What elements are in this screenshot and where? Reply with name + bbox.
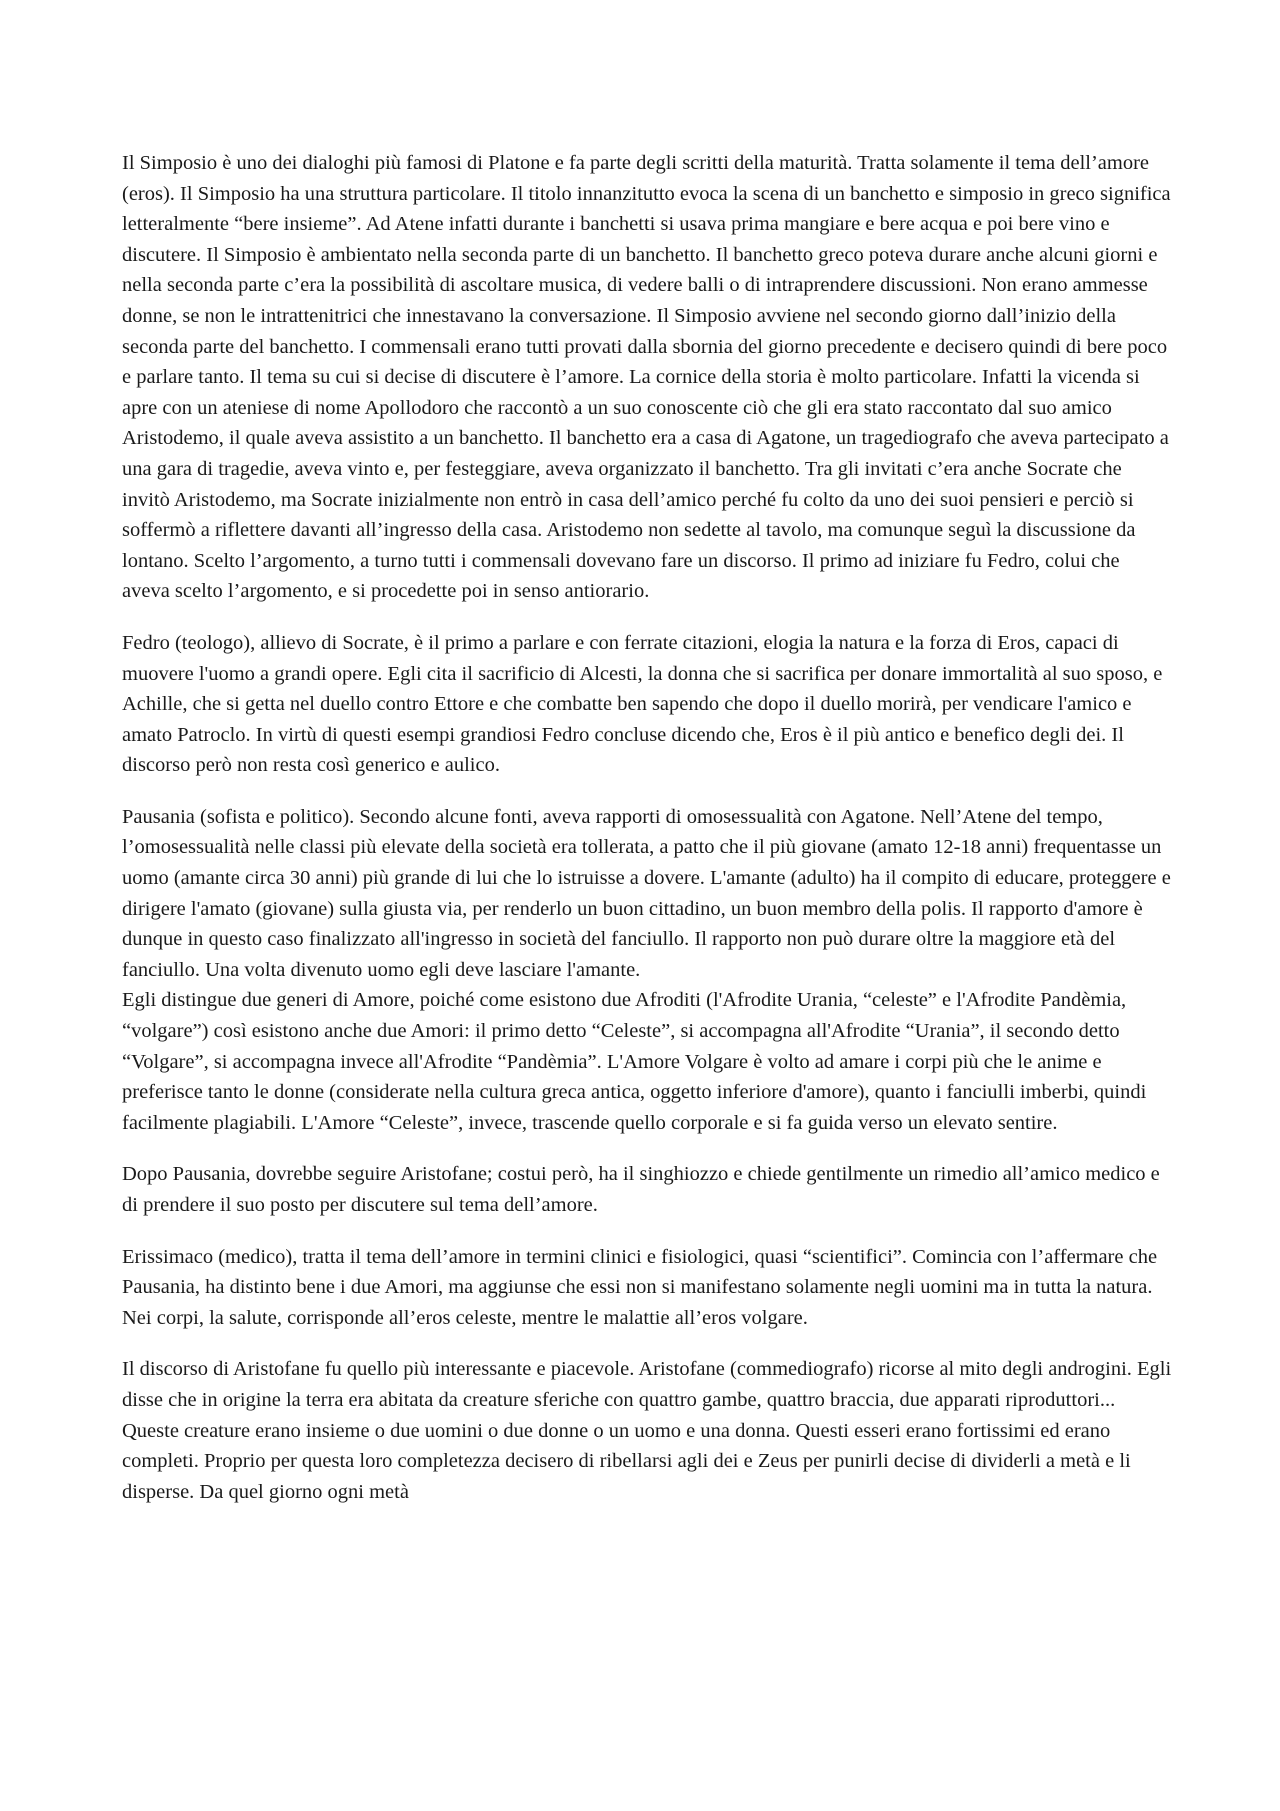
paragraph-fedro: Fedro (teologo), allievo di Socrate, è il primo a parlare e con ferrate citazioni, elogia la natura e la forza di Eros, capaci di muovere l'uomo a grandi opere. Egli cita il sacrificio di Alcesti, la donna che si sacrifica per donare immortalità al suo sposo, e Achille, che si getta nel duello contro Ettore e che combatte ben sapendo che dopo il duello morirà, per vendicare l'amico e amato Patroclo. In virtù di questi esempi grandiosi Fedro concluse dicendo che, Eros è il più antico e benefico degli dei. Il discorso però non resta così generico e aulico.	[122, 631, 1163, 777]
document-page	[122, 148, 1172, 1528]
paragraph-aristofane-androgini: Il discorso di Aristofane fu quello più interessante e piacevole. Aristofane (commediografo) ricorse al mito degli androgini. Egli disse che in origine la terra era abitata da creature sferiche con quattro gambe, quattro braccia, due apparati riproduttori... Queste creature erano insieme o due uomini o due donne o un uomo e una donna. Questi esseri erano fortissimi ed erano completi. Proprio per questa loro completezza decisero di ribellarsi agli dei e Zeus per punirli decise di dividerli a metà e li disperse. Da quel giorno ogni metà	[122, 1358, 1172, 1503]
paragraph-pausania: Pausania (sofista e politico). Secondo alcune fonti, aveva rapporti di omosessualità con Agatone. Nell’Atene del tempo, l’omosessualità nelle classi più elevate della società era tollerata, a patto che il più giovane (amato 12-18 anni) frequentasse un uomo (amante circa 30 anni) più grande di lui che lo istruisse a dovere. L'amante (adulto) ha il compito di educare, proteggere e dirigere l'amato (giovane) sulla giusta via, per renderlo un buon cittadino, un buon membro della polis. Il rapporto d'amore è dunque in questo caso finalizzato all'ingresso in società del fanciullo. Il rapporto non può durare oltre la maggiore età del fanciullo. Una volta divenuto uomo egli deve lasciare l'amante.	[122, 805, 1171, 981]
paragraph-pausania-amori: Egli distingue due generi di Amore, poiché come esistono due Afroditi (l'Afrodite Urania, “celeste” e l'Afrodite Pandèmia, “volgare”) così esistono anche due Amori: il primo detto “Celeste”, si accompagna all'Afrodite “Urania”, il secondo detto “Volgare”, si accompagna invece all'Afrodite “Pandèmia”. L'Amore Volgare è volto ad amare i corpi più che le anime e preferisce tanto le donne (considerate nella cultura greca antica, oggetto inferiore d'amore), quanto i fanciulli imberbi, quindi facilmente plagiabili. L'Amore “Celeste”, invece, trascende quello corporale e si fa guida verso un elevato sentire.	[122, 989, 1147, 1134]
paragraph-erissimaco: Erissimaco (medico), tratta il tema dell’amore in termini clinici e fisiologici, quasi “scientifici”. Comincia con l’affermare che Pausania, ha distinto bene i due Amori, ma aggiunse che essi non si manifestano solamente negli uomini ma in tutta la natura. Nei corpi, la salute, corrisponde all’eros celeste, mentre le malattie all’eros volgare.	[122, 1245, 1158, 1329]
paragraph-intro-simposio: Il Simposio è uno dei dialoghi più famosi di Platone e fa parte degli scritti della maturità. Tratta solamente il tema dell’amore (eros). Il Simposio ha una struttura particolare. Il titolo innanzitutto evoca la scena di un banchetto e simposio in greco significa letteralmente “bere insieme”. Ad Atene infatti durante i banchetti si usava prima mangiare e bere acqua e poi bere vino e discutere. Il Simposio è ambientato nella seconda parte di un banchetto. Il banchetto greco poteva durare anche alcuni giorni e nella seconda parte c’era la possibilità di ascoltare musica, di vedere balli o di intraprendere discussioni. Non erano ammesse donne, se non le intrattenitrici che innestavano la conversazione. Il Simposio avviene nel secondo giorno dall’inizio della seconda parte del banchetto. I commensali erano tutti provati dalla sbornia del giorno precedente e decisero quindi di bere poco e parlare tanto. Il tema su cui si decise di discutere è l’amore. La cornice della storia è molto particolare. Infatti la vicenda si apre con un ateniese di nome Apollodoro che raccontò a un suo conoscente ciò che gli era stato raccontato dal suo amico Aristodemo, il quale aveva assistito a un banchetto. Il banchetto era a casa di Agatone, un tragediografo che aveva partecipato a una gara di tragedie, aveva vinto e, per festeggiare, aveva organizzato il banchetto. Tra gli invitati c’era anche Socrate che invitò Aristodemo, ma Socrate inizialmente non entrò in casa dell’amico perché fu colto da uno dei suoi pensieri e perciò si soffermò a riflettere davanti all’ingresso della casa. Aristodemo non sedette al tavolo, ma comunque seguì la discussione da lontano. Scelto l’argomento, a turno tutti i commensali dovevano fare un discorso. Il primo ad iniziare fu Fedro, colui che aveva scelto l’argomento, e si procedette poi in senso antiorario.	[122, 152, 1171, 603]
paragraph-aristofane-singhiozzo: Dopo Pausania, dovrebbe seguire Aristofane; costui però, ha il singhiozzo e chiede gentilmente un rimedio all’amico medico e di prendere il suo posto per discutere sul tema dell’amore.	[122, 1163, 1160, 1216]
